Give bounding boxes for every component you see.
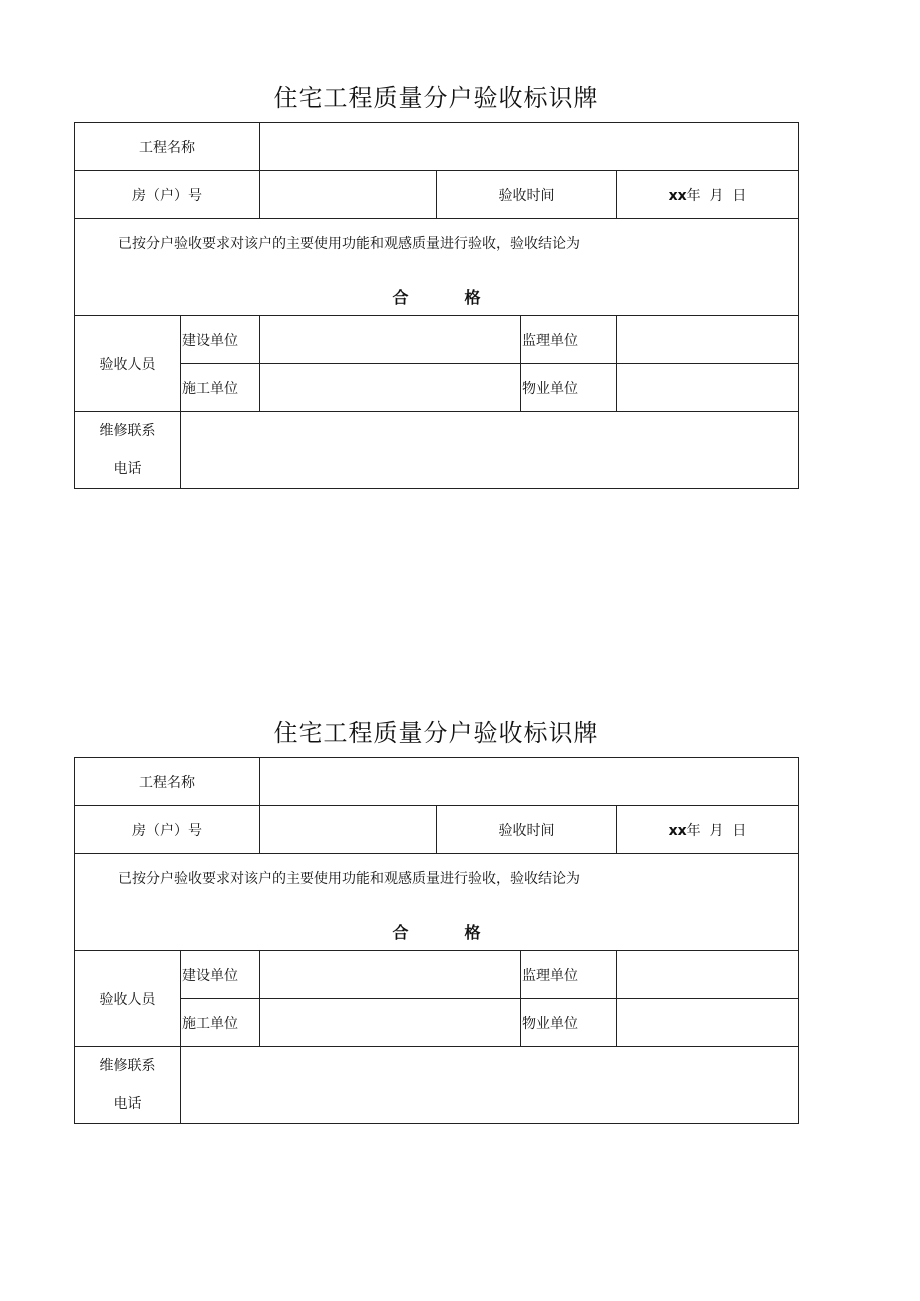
verdict-char-1: 合: [392, 288, 409, 307]
construction-unit-label: 建设单位: [181, 316, 260, 364]
builder-unit-field[interactable]: [260, 364, 521, 412]
builder-unit-label: 施工单位: [181, 364, 260, 412]
acceptance-table: [74, 757, 799, 1124]
project-name-field[interactable]: [260, 123, 799, 171]
repair-phone-label-line2: 电话: [113, 461, 142, 477]
repair-phone-field[interactable]: [181, 1047, 799, 1124]
supervision-unit-field[interactable]: [617, 951, 799, 999]
supervision-unit-label: 监理单位: [521, 951, 617, 999]
acceptance-sign-1: [74, 80, 798, 489]
property-unit-field[interactable]: [617, 364, 799, 412]
acceptance-date-field[interactable]: [617, 171, 799, 219]
acceptance-statement: 已按分户验收要求对该户的主要使用功能和观感质量进行验收，验收结论为: [118, 871, 580, 887]
acceptance-time-label: 验收时间: [437, 171, 617, 219]
sign-title: 住宅工程质量分户验收标识牌: [273, 84, 599, 112]
date-units: 年 月 日: [686, 822, 747, 839]
date-year-placeholder: xx: [668, 822, 687, 839]
room-number-field[interactable]: [260, 806, 437, 854]
builder-unit-field[interactable]: [260, 999, 521, 1047]
supervision-unit-label: 监理单位: [521, 316, 617, 364]
project-name-label: 工程名称: [75, 758, 260, 806]
verdict-char-2: 格: [464, 923, 481, 942]
acceptance-verdict: [75, 920, 798, 943]
repair-phone-label: [75, 412, 181, 489]
supervision-unit-field[interactable]: [617, 316, 799, 364]
repair-phone-label-line1: 维修联系: [99, 423, 156, 439]
verdict-char-1: 合: [392, 923, 409, 942]
personnel-label: 验收人员: [75, 951, 181, 1047]
personnel-label: 验收人员: [75, 316, 181, 412]
acceptance-statement-cell: [75, 854, 799, 951]
room-number-field[interactable]: [260, 171, 437, 219]
room-number-label: 房（户）号: [75, 806, 260, 854]
date-year-placeholder: xx: [668, 187, 687, 204]
property-unit-label: 物业单位: [521, 999, 617, 1047]
verdict-char-2: 格: [464, 288, 481, 307]
acceptance-date-field[interactable]: [617, 806, 799, 854]
project-name-field[interactable]: [260, 758, 799, 806]
acceptance-statement-cell: [75, 219, 799, 316]
sign-title: 住宅工程质量分户验收标识牌: [273, 719, 599, 747]
room-number-label: 房（户）号: [75, 171, 260, 219]
acceptance-time-label: 验收时间: [437, 806, 617, 854]
repair-phone-label-line2: 电话: [113, 1096, 142, 1112]
acceptance-verdict: [75, 285, 798, 308]
project-name-label: 工程名称: [75, 123, 260, 171]
acceptance-statement: 已按分户验收要求对该户的主要使用功能和观感质量进行验收，验收结论为: [118, 236, 580, 252]
repair-phone-label-line1: 维修联系: [99, 1058, 156, 1074]
acceptance-sign-2: [74, 715, 798, 1124]
builder-unit-label: 施工单位: [181, 999, 260, 1047]
construction-unit-label: 建设单位: [181, 951, 260, 999]
acceptance-table: [74, 122, 799, 489]
property-unit-field[interactable]: [617, 999, 799, 1047]
construction-unit-field[interactable]: [260, 316, 521, 364]
date-units: 年 月 日: [686, 187, 747, 204]
construction-unit-field[interactable]: [260, 951, 521, 999]
repair-phone-field[interactable]: [181, 412, 799, 489]
property-unit-label: 物业单位: [521, 364, 617, 412]
repair-phone-label: [75, 1047, 181, 1124]
